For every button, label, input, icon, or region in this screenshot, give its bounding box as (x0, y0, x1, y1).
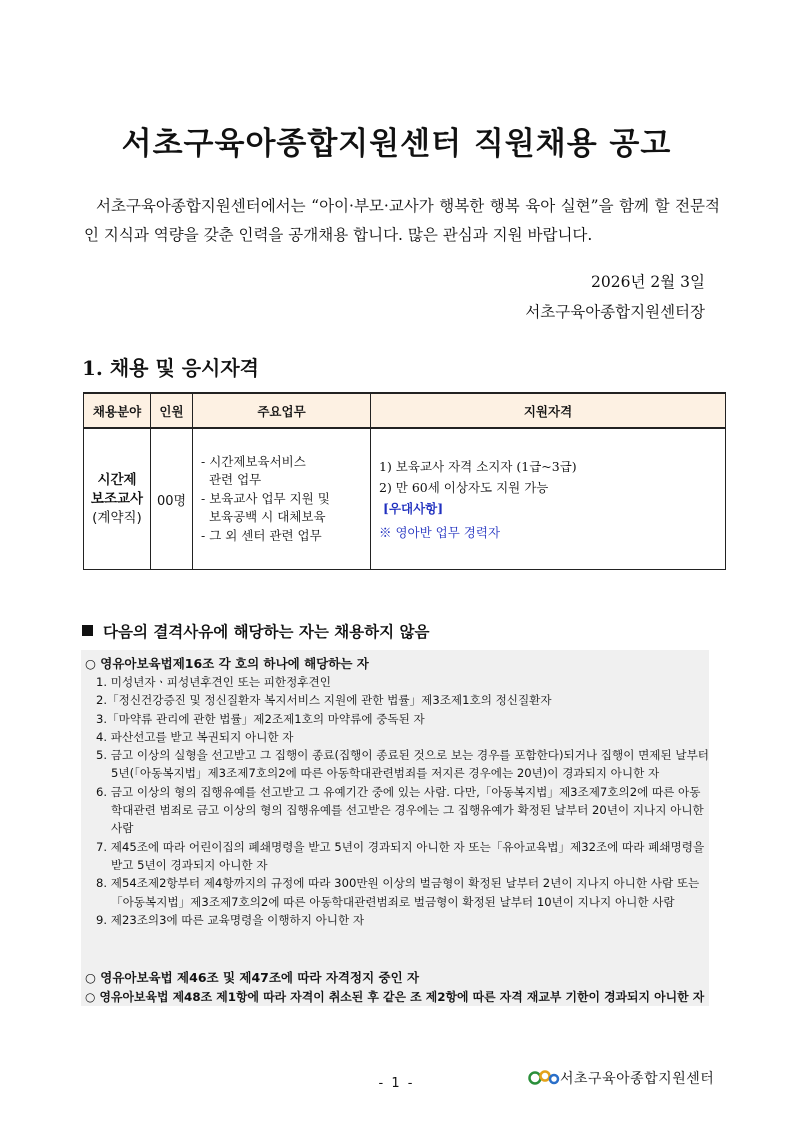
list-item: 4. 파산선고를 받고 복권되지 아니한 자 (96, 729, 294, 744)
preferred-label: [우대사항] (383, 500, 444, 516)
table-header-row (84, 393, 726, 428)
section-heading-recruitment: 1. 채용 및 응시자격 (82, 356, 260, 380)
black-square-icon (82, 625, 93, 636)
section2-text: 다음의 결격사유에 해당하는 자는 채용하지 않음 (103, 623, 430, 641)
cell-duties (193, 428, 371, 570)
disqualification-list (81, 673, 709, 929)
list-item: 7. 제45조에 따라 어린이집의 폐쇄명령을 받고 5년이 경과되지 아니한 자 또는「유아교육법」제32조에 따라 폐쇄명령을 받고 5년이 경과되지 아니한 자 (96, 839, 705, 872)
box-heading-1: ○ 영유아보육법제16조 각 호의 하나에 해당하는 자 (85, 656, 369, 671)
table-row (84, 428, 726, 570)
field-contract-type: (계약직) (92, 509, 142, 526)
list-item: 9. 제23조의3에 따른 교육명령을 이행하지 아니한 자 (96, 912, 365, 927)
intro-paragraph: 서초구육아종합지원센터에서는 “아이·부모·교사가 행복한 행복 육아 실현”을 함께 할 전문적인 지식과 역량을 갖춘 인력을 공개채용 합니다. 많은 관심과 지원 바랍니다. (84, 197, 720, 244)
list-item: 2.「정신건강증진 및 정신질환자 복지서비스 지원에 관한 법률」제3조제1호의 정신질환자 (96, 693, 552, 708)
duty-line: - 그 외 센터 관련 업무 (201, 527, 322, 543)
duty-line: - 보육교사 업무 지원 및 (201, 490, 330, 506)
header-duties: 주요업무 (193, 393, 371, 428)
section-heading-disqualification (82, 620, 429, 642)
center-logo (528, 1067, 714, 1089)
disqualification-box (81, 650, 709, 1006)
preferred-item: ※ 영아반 업무 경력자 (379, 524, 501, 540)
field-name-2: 보조교사 (90, 490, 144, 507)
duty-line: 관련 업무 (201, 472, 262, 488)
cell-qualifications (371, 428, 726, 570)
cell-count: 00명 (151, 428, 193, 570)
page-number: - 1 - (378, 1076, 415, 1091)
field-name-1: 시간제 (97, 471, 137, 488)
list-item: 1. 미성년자ㆍ피성년후견인 또는 피한정후견인 (96, 675, 331, 689)
signer: 서초구육아종합지원센터장 (525, 303, 705, 321)
duty-line: - 시간제보육서비스 (201, 453, 306, 469)
header-count: 인원 (151, 393, 193, 428)
page-title: 서초구육아종합지원센터 직원채용 공고 (121, 126, 672, 162)
list-item: 3.「마약류 관리에 관한 법률」제2조제1호의 마약류에 중독된 자 (96, 711, 425, 726)
list-item: 8. 제54조제2항부터 제4항까지의 규정에 따라 300만원 이상의 벌금형이 확정된 날부터 2년이 지나지 아니한 사람 또는「아동복지법」제3조제7호의2에 따른 아동학대관련범죄로 벌금형이 확정된 날부터 10년이 지나지 아니한 사람 (96, 876, 700, 909)
qualification-item: 1) 보육교사 자격 소지자 (1급~3급) (379, 458, 577, 474)
children-logo-icon (528, 1067, 560, 1089)
announcement-date: 2026년 2월 3일 (591, 273, 705, 291)
list-item: 5. 금고 이상의 실형을 선고받고 그 집행이 종료(집행이 종료된 것으로 보는 경우를 포함한다)되거나 집행이 면제된 날부터 5년(「아동복지법」제3조제7호의2에 따른 아동학대관련범죄를 저지른 경우에는 20년)이 경과되지 아니한 자 (96, 748, 709, 781)
header-field: 채용분야 (84, 393, 151, 428)
box-heading-2: ○ 영유아보육법 제46조 및 제47조에 따라 자격정지 중인 자 (85, 970, 420, 985)
box-heading-3: ○ 영유아보육법 제48조 제1항에 따라 자격이 취소된 후 같은 조 제2항에 따른 자격 재교부 기한이 경과되지 아니한 자 (85, 990, 705, 1004)
cell-field (84, 428, 151, 570)
qualification-item: 2) 만 60세 이상자도 지원 가능 (379, 479, 549, 495)
header-qualifications: 지원자격 (371, 393, 726, 428)
recruitment-table (83, 392, 726, 570)
duty-line: 보육공백 시 대체보육 (201, 509, 326, 525)
list-item: 6. 금고 이상의 형의 집행유예를 선고받고 그 유예기간 중에 있는 사람. 다만,「아동복지법」제3조제7호의2에 따른 아동학대관련 범죄로 금고 이상의 형의 집행유예를 선고받은 경우에는 그 집행유예가 확정된 날부터 20년이 지나지 아니한 사람 (96, 784, 704, 836)
logo-text: 서초구육아종합지원센터 (560, 1071, 715, 1087)
